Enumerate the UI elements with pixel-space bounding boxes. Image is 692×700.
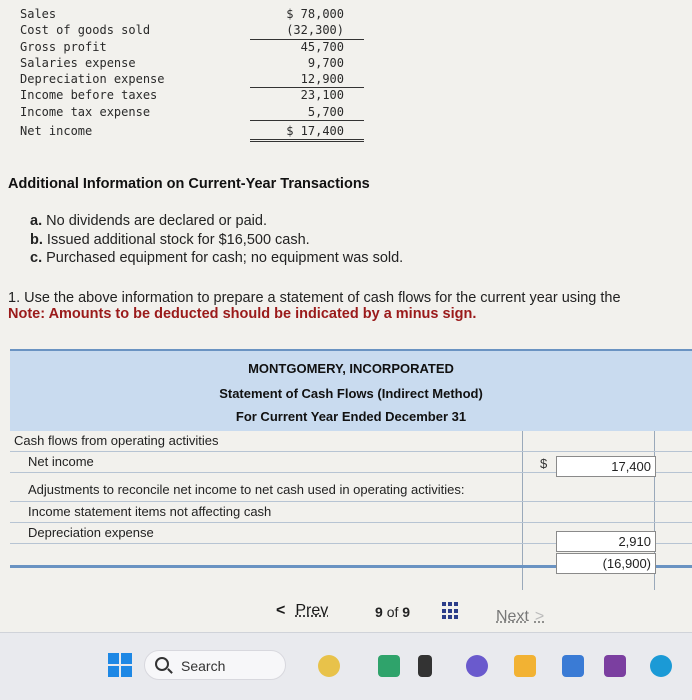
pinned-app-icon[interactable] [378,655,400,677]
company-name: MONTGOMERY, INCORPORATED [248,361,454,376]
table-row [10,502,692,523]
question-note [8,306,476,322]
statement-period: For Current Year Ended December 31 [235,409,467,424]
row-label: Net income [28,454,94,469]
net-income-input[interactable]: 17,400 [556,456,656,477]
row-label: Adjustments to reconcile net income to net cash used in operating activities: [28,482,465,497]
amount-cell [522,473,654,501]
is-amount: 12,900 [250,71,364,88]
pinned-app-icon[interactable] [514,655,536,677]
list-item [30,212,403,231]
pinned-app-icon[interactable] [604,655,626,677]
income-statement [20,7,360,139]
amount-cell [654,473,690,501]
taskbar [0,632,692,700]
is-row-gross-profit [20,39,360,55]
additional-info-list [30,212,403,268]
row-label: Income statement items not affecting cash [28,504,272,519]
is-row-salaries [20,55,360,71]
amount-cell [654,431,690,451]
is-amount: 23,100 [300,88,344,103]
page-of: of [386,604,399,620]
total-pages: 9 [402,604,411,620]
item-letter: a. [30,213,43,229]
item-text: Purchased equipment for cash; no equipment was sold. [46,250,404,266]
chevron-left-icon: < [276,602,286,619]
is-amount: 45,700 [300,39,344,54]
item-text: No dividends are declared or paid. [46,213,267,229]
is-label: Sales [20,7,57,21]
pinned-app-icon[interactable] [650,655,672,677]
pinned-app-icon[interactable] [418,655,432,677]
windows-start-icon[interactable] [108,653,132,677]
is-amount: 9,700 [307,55,344,70]
is-amount: (32,300) [250,22,364,39]
grid-icon[interactable] [442,602,458,620]
note-text: Amounts to be deducted should be indicated by a minus sign. [48,306,477,322]
pinned-app-icon[interactable] [318,655,340,677]
current-page: 9 [375,604,383,620]
is-label: Income tax expense [20,104,151,119]
list-item [30,231,403,250]
item-text: Issued additional stock for $16,500 cash. [46,231,310,248]
item-letter: b. [30,231,43,248]
amount-cell [654,523,690,543]
search-icon [155,657,169,671]
question-text: 1. Use the above information to prepare a statement of cash flows for the current year using the [8,290,621,306]
item-letter: c. [30,250,43,266]
is-amount: $ 78,000 [286,7,344,21]
is-label: Gross profit [20,39,107,54]
cash-flow-header [10,349,692,431]
pinned-app-icon[interactable] [466,655,488,677]
prev-button[interactable] [276,602,328,620]
is-row-net-income [20,123,360,139]
statement-title: Statement of Cash Flows (Indirect Method) [219,386,483,401]
amount-cell [522,431,654,451]
amount-cell [654,502,690,522]
is-label: Income before taxes [20,88,158,103]
row-label: Cash flows from operating activities [14,433,219,448]
row-label: Depreciation expense [28,525,154,540]
is-row-sales [20,6,360,22]
is-amount: $ 17,400 [250,123,364,142]
amount-cell [654,544,690,565]
table-row [10,473,692,502]
is-amount: 5,700 [250,104,364,121]
adjustment-input-b[interactable]: (16,900) [556,553,656,574]
is-label: Depreciation expense [20,72,165,87]
is-row-income-tax [20,104,360,120]
is-label: Cost of goods sold [20,23,151,38]
amount-cell [522,502,654,522]
is-label: Salaries expense [20,55,136,70]
dollar-sign: $ [540,456,548,471]
adjustment-input-a[interactable]: 2,910 [556,531,656,552]
next-button[interactable] [496,608,544,626]
additional-info-heading: Additional Information on Current-Year Transactions [8,176,370,192]
prev-label: Prev [295,602,329,619]
chevron-right-icon: > [534,608,545,625]
table-row [10,431,692,452]
pinned-app-icon[interactable] [562,655,584,677]
list-item [30,249,403,268]
pager [0,600,692,630]
taskbar-search[interactable] [144,650,286,680]
note-label: Note: [8,306,46,322]
next-label: Next [496,608,529,625]
amount-cell [654,452,690,472]
is-row-depreciation [20,71,360,87]
is-row-cogs [20,22,360,38]
is-label: Net income [20,124,93,139]
search-label: Search [181,658,226,674]
amount-cell [654,568,690,590]
is-row-income-before-taxes [20,87,360,103]
page-indicator [375,604,410,620]
